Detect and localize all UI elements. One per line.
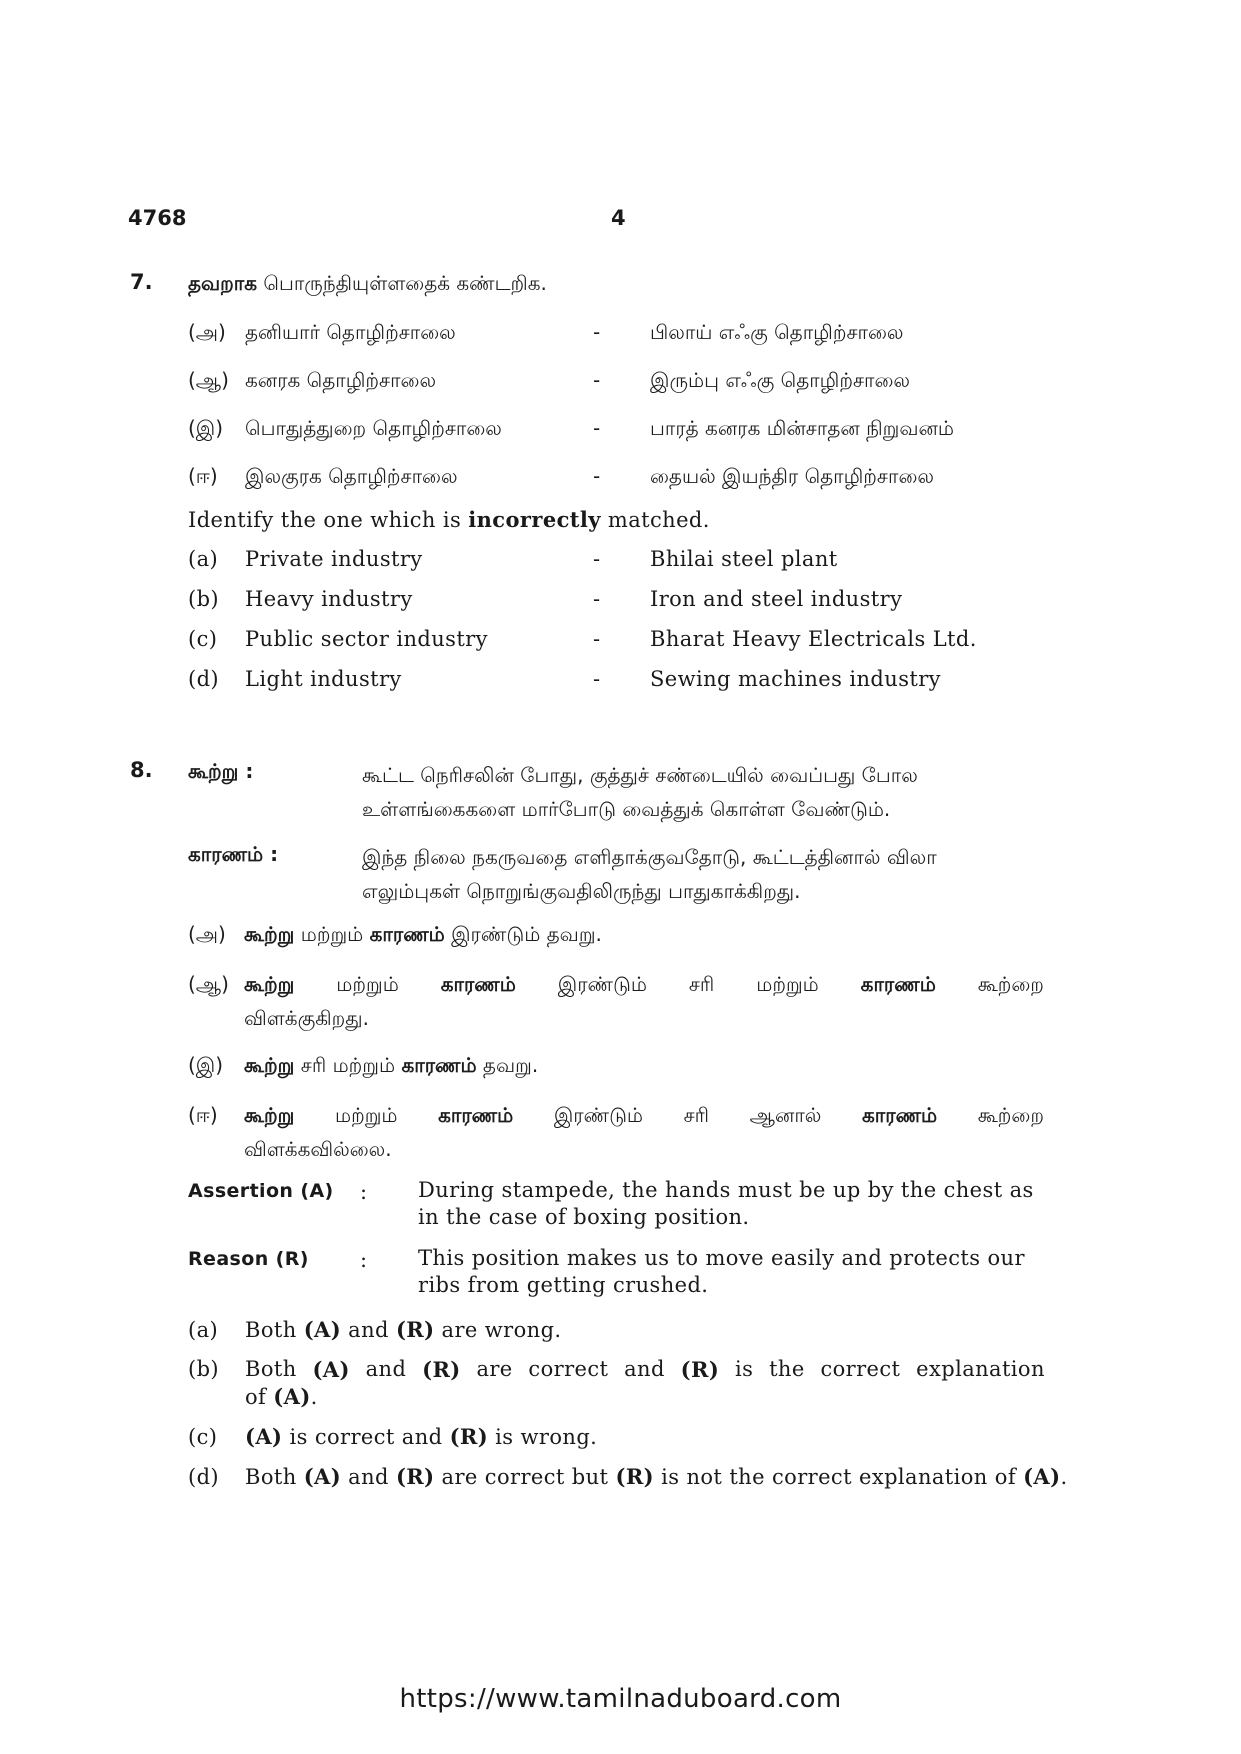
tamil-option-c: (இ) கூற்று சரி மற்றும் காரணம் தவறு. (188, 1053, 539, 1077)
tamil-assertion-label: கூற்று : (188, 759, 254, 783)
question-number: 8. (130, 758, 153, 782)
english-option: (a) Private industry - Bhilai steel plant (188, 547, 838, 571)
english-option-a: (a) Both (A) and (R) are wrong. (188, 1317, 562, 1342)
tamil-option: (இ) பொதுத்துறை தொழிற்சாலை - பாரத் கனரக மின்சாதன நிறுவனம் (188, 416, 955, 440)
english-option-c: (c) (A) is correct and (R) is wrong. (188, 1424, 598, 1449)
english-option: (c) Public sector industry - Bharat Heavy Electricals Ltd. (188, 627, 977, 651)
reason-text: This position makes us to move easily and protects our ribs from getting crushed. (418, 1246, 1025, 1297)
assertion-colon: : (360, 1180, 368, 1204)
english-option: (b) Heavy industry - Iron and steel industry (188, 587, 903, 611)
reason-colon: : (360, 1248, 368, 1272)
tamil-option: (ஈ) இலகுரக தொழிற்சாலை - தையல் இயந்திர தொழிற்சாலை (188, 464, 934, 488)
tamil-option: (அ) தனியார் தொழிற்சாலை - பிலாய் எஃகு தொழிற்சாலை (188, 320, 904, 344)
page-number: 4 (611, 206, 626, 230)
english-instruction: Identify the one which is incorrectly matched. (188, 507, 710, 532)
tamil-option-a: (அ) கூற்று மற்றும் காரணம் இரண்டும் தவறு. (188, 922, 602, 946)
reason-label: Reason (R) (188, 1248, 309, 1270)
tamil-reason-label: காரணம் : (188, 842, 279, 866)
tamil-instruction: தவறாக பொருந்தியுள்ளதைக் கண்டறிக. (188, 271, 547, 295)
footer-url[interactable]: https://www.tamilnaduboard.com (399, 1684, 842, 1714)
assertion-label: Assertion (A) (188, 1180, 334, 1202)
tamil-option: (ஆ) கனரக தொழிற்சாலை - இரும்பு எஃகு தொழிற்சாலை (188, 368, 911, 392)
assertion-text: During stampede, the hands must be up by the chest as in the case of boxing position. (418, 1178, 1034, 1229)
tamil-assertion-text: கூட்ட நெரிசலின் போது, குத்துச் சண்டையில் வைப்பது போல உள்ளங்கைகளை மார்போடு வைத்துக் கொள்ள வேண்டும். (362, 763, 918, 821)
english-option: (d) Light industry - Sewing machines industry (188, 667, 941, 691)
exam-code: 4768 (128, 206, 187, 230)
question-number: 7. (130, 270, 153, 294)
english-option-d: (d) Both (A) and (R) are correct but (R) is not the correct explanation of (A). (188, 1464, 1068, 1489)
tamil-reason-text: இந்த நிலை நகருவதை எளிதாக்குவதோடு, கூட்டத்தினால் விலா எலும்புகள் நொறுங்குவதிலிருந்து பாதுகாக்கிறது. (362, 845, 937, 903)
